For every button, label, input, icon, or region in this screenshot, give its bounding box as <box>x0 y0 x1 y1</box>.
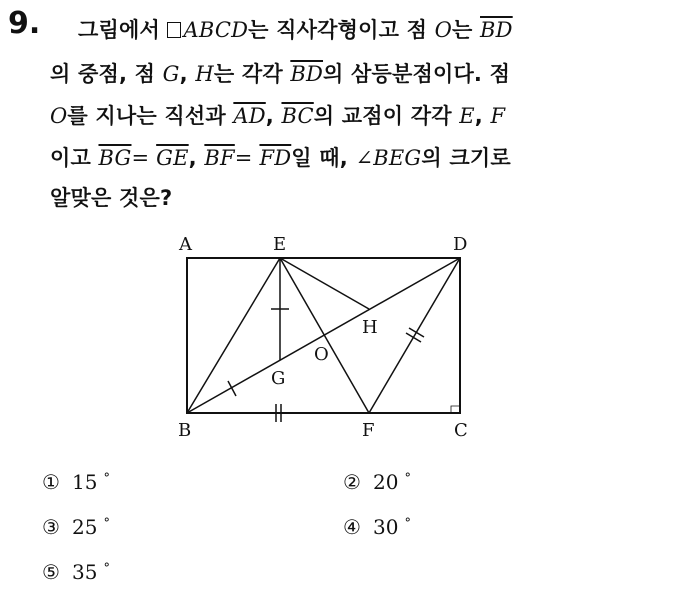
right-angle-mark <box>451 406 460 413</box>
text: 알맞은 것은? <box>50 186 173 210</box>
degree-unit: ° <box>103 471 110 486</box>
math-fd-overline: $\overline{FD}$ <box>259 146 292 170</box>
math-o: O <box>434 18 453 42</box>
choice-number: ② <box>343 470 361 494</box>
choice-5[interactable] <box>42 560 110 584</box>
math-bd-overline: $\overline{BD}$ <box>480 18 513 42</box>
choice-number: ④ <box>343 515 361 539</box>
choice-1[interactable] <box>42 470 110 494</box>
math-ge-overline: $\overline{GE}$ <box>156 146 189 170</box>
degree-unit: ° <box>404 471 411 486</box>
math-ad-overline: $\overline{AD}$ <box>233 104 266 128</box>
text: , <box>474 104 491 128</box>
text: 의 교점이 각각 <box>313 104 460 128</box>
degree-unit: ° <box>103 561 110 576</box>
math-o: O <box>50 104 68 128</box>
choice-value: 15 <box>72 470 98 494</box>
math-bf-overline: $\overline{BF}$ <box>204 146 235 170</box>
label-h: H <box>362 317 378 338</box>
choice-value: 30 <box>373 515 399 539</box>
question-number: 9. <box>8 6 41 41</box>
degree-unit: ° <box>404 516 411 531</box>
text: 를 지나는 직선과 <box>67 104 234 128</box>
angle-symbol: ∠ <box>355 146 374 170</box>
choice-value: 20 <box>373 470 399 494</box>
math-beg: BEG <box>373 146 422 170</box>
text: 의 크기로 <box>421 146 511 170</box>
math-g: G <box>162 62 180 86</box>
text: , <box>265 104 282 128</box>
math-bg-overline: $\overline{BG}$ <box>98 146 132 170</box>
math-h: H <box>195 62 214 86</box>
label-e: E <box>273 234 287 255</box>
segment-eh <box>280 258 369 309</box>
text: 는 각각 <box>213 62 291 86</box>
text: , <box>179 62 196 86</box>
math-equals: = <box>131 146 157 170</box>
text: 는 <box>452 18 481 42</box>
label-d: D <box>453 234 468 255</box>
choice-number: ⑤ <box>42 560 60 584</box>
text: 의 중점, 점 <box>50 62 163 86</box>
choice-value: 35 <box>72 560 98 584</box>
text: 이고 <box>50 146 99 170</box>
math-f: F <box>490 104 506 128</box>
label-g: G <box>271 368 286 389</box>
text: 그림에서 <box>78 18 168 42</box>
choice-2[interactable] <box>343 470 411 494</box>
text: 일 때, <box>291 146 356 170</box>
segment-fd <box>369 258 460 413</box>
choice-4[interactable] <box>343 515 411 539</box>
label-a: A <box>179 234 192 255</box>
choice-value: 25 <box>72 515 98 539</box>
math-abcd: ABCD <box>183 18 249 42</box>
choice-number: ③ <box>42 515 60 539</box>
label-b: B <box>178 420 192 441</box>
text: , <box>188 146 205 170</box>
text: 의 삼등분점이다. 점 <box>323 62 511 86</box>
math-e: E <box>459 104 475 128</box>
label-f: F <box>362 420 375 441</box>
math-bd-overline: $\overline{BD}$ <box>290 62 324 86</box>
label-c: C <box>454 420 468 441</box>
choice-3[interactable] <box>42 515 110 539</box>
choice-number: ① <box>42 470 60 494</box>
label-o: O <box>314 344 329 365</box>
diagonal-bd <box>187 258 460 413</box>
math-bc-overline: $\overline{BC}$ <box>281 104 314 128</box>
text: 는 직사각형이고 점 <box>248 18 435 42</box>
segment-ef <box>280 258 369 413</box>
degree-unit: ° <box>103 516 110 531</box>
math-equals: = <box>234 146 260 170</box>
